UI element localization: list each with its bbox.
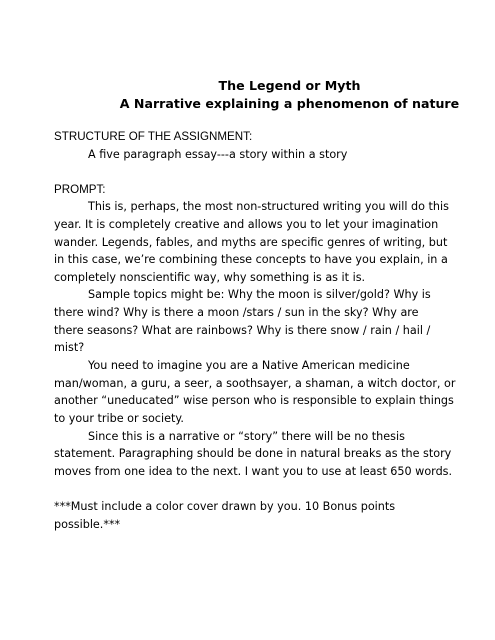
document-subtitle: A Narrative explaining a phenomenon of nature	[119, 96, 460, 111]
paragraph-line: year. It is completely creative and allows you to let your imagination	[54, 218, 439, 231]
document-title: The Legend or Myth	[218, 78, 361, 93]
paragraph-line: moves from one idea to the next. I want you to use at least 650 words.	[54, 465, 453, 478]
paragraph-line: man/woman, a guru, a seer, a soothsayer, a shaman, a witch doctor, or	[54, 377, 456, 390]
paragraph-line: wander. Legends, fables, and myths are specific genres of writing, but	[54, 236, 448, 249]
paragraph-line: another “uneducated” wise person who is responsible to explain things	[54, 394, 454, 407]
paragraph-line: there wind? Why is there a moon /stars / sun in the sky? Why are	[54, 306, 419, 319]
bonus-note: possible.***	[54, 518, 121, 531]
paragraph-line: in this case, we’re combining these concepts to have you explain, in a	[54, 253, 448, 266]
bonus-note: ***Must include a color cover drawn by you. 10 Bonus points	[54, 500, 396, 513]
paragraph-line: to your tribe or society.	[54, 412, 184, 425]
structure-text: A five paragraph essay---a story within a story	[88, 148, 348, 161]
paragraph-line: You need to imagine you are a Native American medicine	[88, 359, 410, 372]
structure-heading: STRUCTURE OF THE ASSIGNMENT:	[54, 130, 253, 143]
paragraph-line: Sample topics might be: Why the moon is silver/gold? Why is	[88, 288, 431, 301]
paragraph-line: This is, perhaps, the most non-structured writing you will do this	[88, 200, 449, 213]
prompt-heading: PROMPT:	[54, 183, 106, 196]
paragraph-line: mist?	[54, 341, 85, 354]
paragraph-line: completely nonscientific way, why something is as it is.	[54, 271, 366, 284]
paragraph-line: there seasons? What are rainbows? Why is there snow / rain / hail /	[54, 324, 431, 337]
paragraph-line: Since this is a narrative or “story” there will be no thesis	[88, 430, 405, 443]
paragraph-line: statement. Paragraphing should be done in natural breaks as the story	[54, 447, 452, 460]
